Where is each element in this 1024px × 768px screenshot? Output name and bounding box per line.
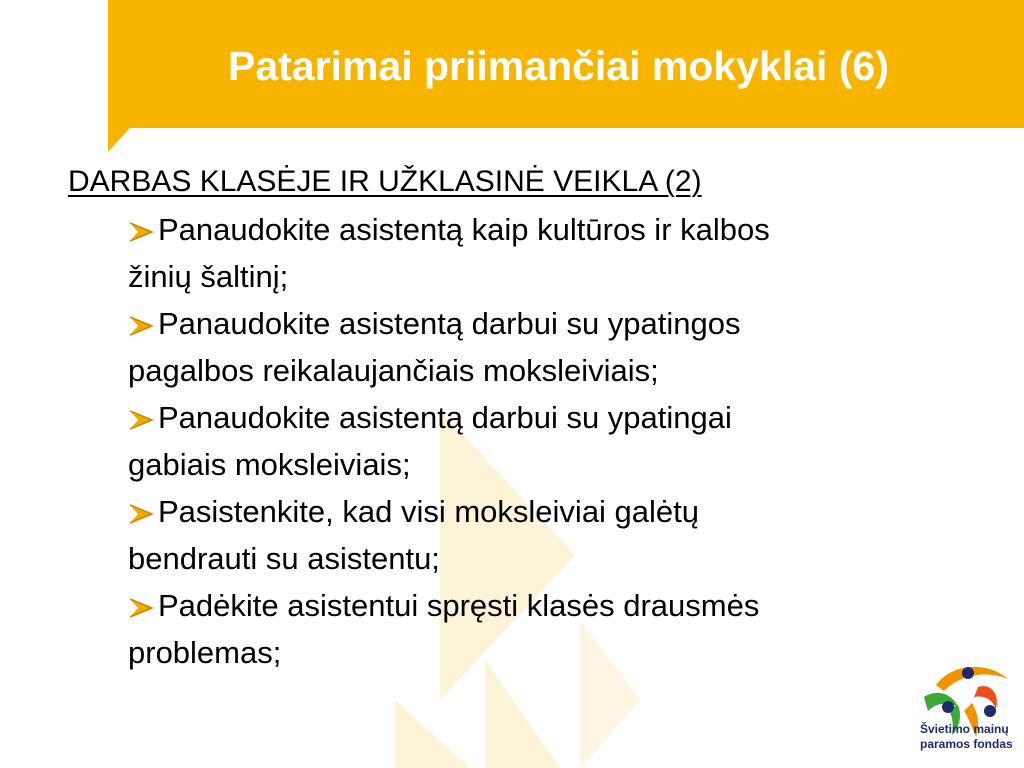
bullet-text: Panaudokite asistentą darbui su ypatingos [158,306,741,341]
bullet-line-first [128,206,980,253]
section-heading: DARBAS KLASĖJE IR UŽKLASINĖ VEIKLA (2) [68,165,702,198]
bullet-item [120,394,980,488]
decor-triangle-2 [395,700,470,768]
bullet-text-continued: pagalbos reikalaujančiais moksleiviais; [128,353,659,388]
logo-text-line: Švietimo mainų [920,722,1009,736]
bullet-text-continued: bendrauti su asistentu; [128,541,440,576]
bullet-line-first [128,582,980,629]
bullet-text-continued: žinių šaltinį; [128,259,289,294]
arrow-bullet-icon [128,221,158,243]
bullet-text-continued: problemas; [128,635,282,670]
arrow-bullet-icon [128,597,158,619]
bullet-line-first [128,394,980,441]
bullet-line-first [128,300,980,347]
bullet-text: Pasistenkite, kad visi moksleiviai galėtų [158,494,700,529]
bullet-list [120,206,980,676]
bullet-item [120,206,980,300]
arrow-bullet-icon [128,315,158,337]
bullet-item [120,582,980,676]
bullet-item [120,488,980,582]
arrow-bullet-icon [128,503,158,525]
bullet-text: Panaudokite asistentą darbui su ypatingai [158,400,732,435]
bullet-text-continued: gabiais moksleiviais; [128,447,411,482]
page-title: Patarimai priimančiai mokyklai (6) [228,43,889,89]
bullet-item [120,300,980,394]
organization-logo-text [920,722,1013,752]
arrow-bullet-icon [128,409,158,431]
logo-text-line: paramos fondas [920,737,1013,751]
bullet-text: Panaudokite asistentą kaip kultūros ir kalbos [158,212,770,247]
bullet-text: Padėkite asistentui spręsti klasės drausmės [158,588,760,623]
bullet-line-first [128,488,980,535]
decor-triangle-3 [485,660,560,768]
